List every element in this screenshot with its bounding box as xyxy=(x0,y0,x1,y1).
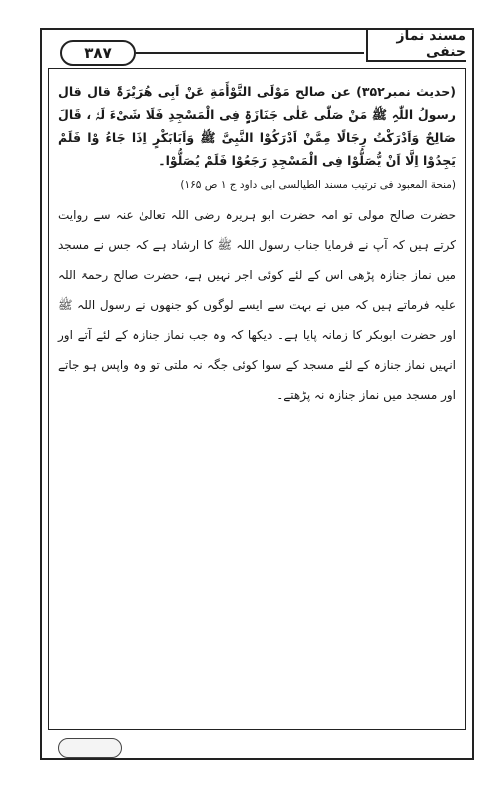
header-rule xyxy=(136,52,364,54)
page-content xyxy=(58,80,456,410)
running-header-title: مسند نماز حنفی xyxy=(366,28,466,62)
hadith-arabic-text: (حدیث نمبر۳۵۲) عن صالح مَوْلَی التَّوْأَمَةِ عَنْ اَبِی ھُرَیْرَۃَ قال قال رسولُ اللّٰہِ ﷺ مَنْ صَلّٰی عَلٰی جَنَازَۃٍ فِی الْمَسْجِدِ فَلَا شَیْءَ لَہٗ ، قَالَ صَالِحٌ وَاَدْرَکْتُ رِجَالًا مِمَّنْ اَدْرَکُوْا النَّبِیَّ ﷺ وَاَبَابَکْرٍ اِذَا جَاءُ وْا فَلَمْ یَجِدُوْا اِلَّا اَنْ یُّصَلُّوْا فِی الْمَسْجِدِ رَجَعُوْا فَلَمْ یُصَلُّوْا۔ xyxy=(58,84,456,168)
urdu-translation-text: حضرت صالح مولی تو امہ حضرت ابو ہریرہ رضی اللہ تعالیٰ عنہ سے روایت کرتے ہیں کہ آپ نے فرمایا جناب رسول اللہ ﷺ کا ارشاد ہے کہ جس نے مسجد میں نماز جنازہ پڑھی اس کے لئے کوئی اجر نہیں ہے، حضرت صالح رحمۃ اللہ علیہ فرماتے ہیں کہ میں نے بہت سے ایسے لوگوں کو جنھوں نے رسول اللہ ﷺ اور حضرت ابوبکر کا زمانہ پایا ہے۔ دیکھا کہ وہ جب نماز جنازہ کے لئے آتے اور انہیں نماز جنازہ کے لئے مسجد کے سوا کوئی جگہ نہ ملتی تو وہ واپس ہو جاتے اور مسجد میں نماز جنازہ نہ پڑھتے۔ xyxy=(58,208,456,402)
footer-ornament xyxy=(58,738,122,758)
hadith-source-reference: (منحة المعبود فی ترتیب مسند الطیالسی ابی داود ج ۱ ص ۱۶۵) xyxy=(180,179,456,191)
page-number: ۳۸۷ xyxy=(60,40,136,66)
